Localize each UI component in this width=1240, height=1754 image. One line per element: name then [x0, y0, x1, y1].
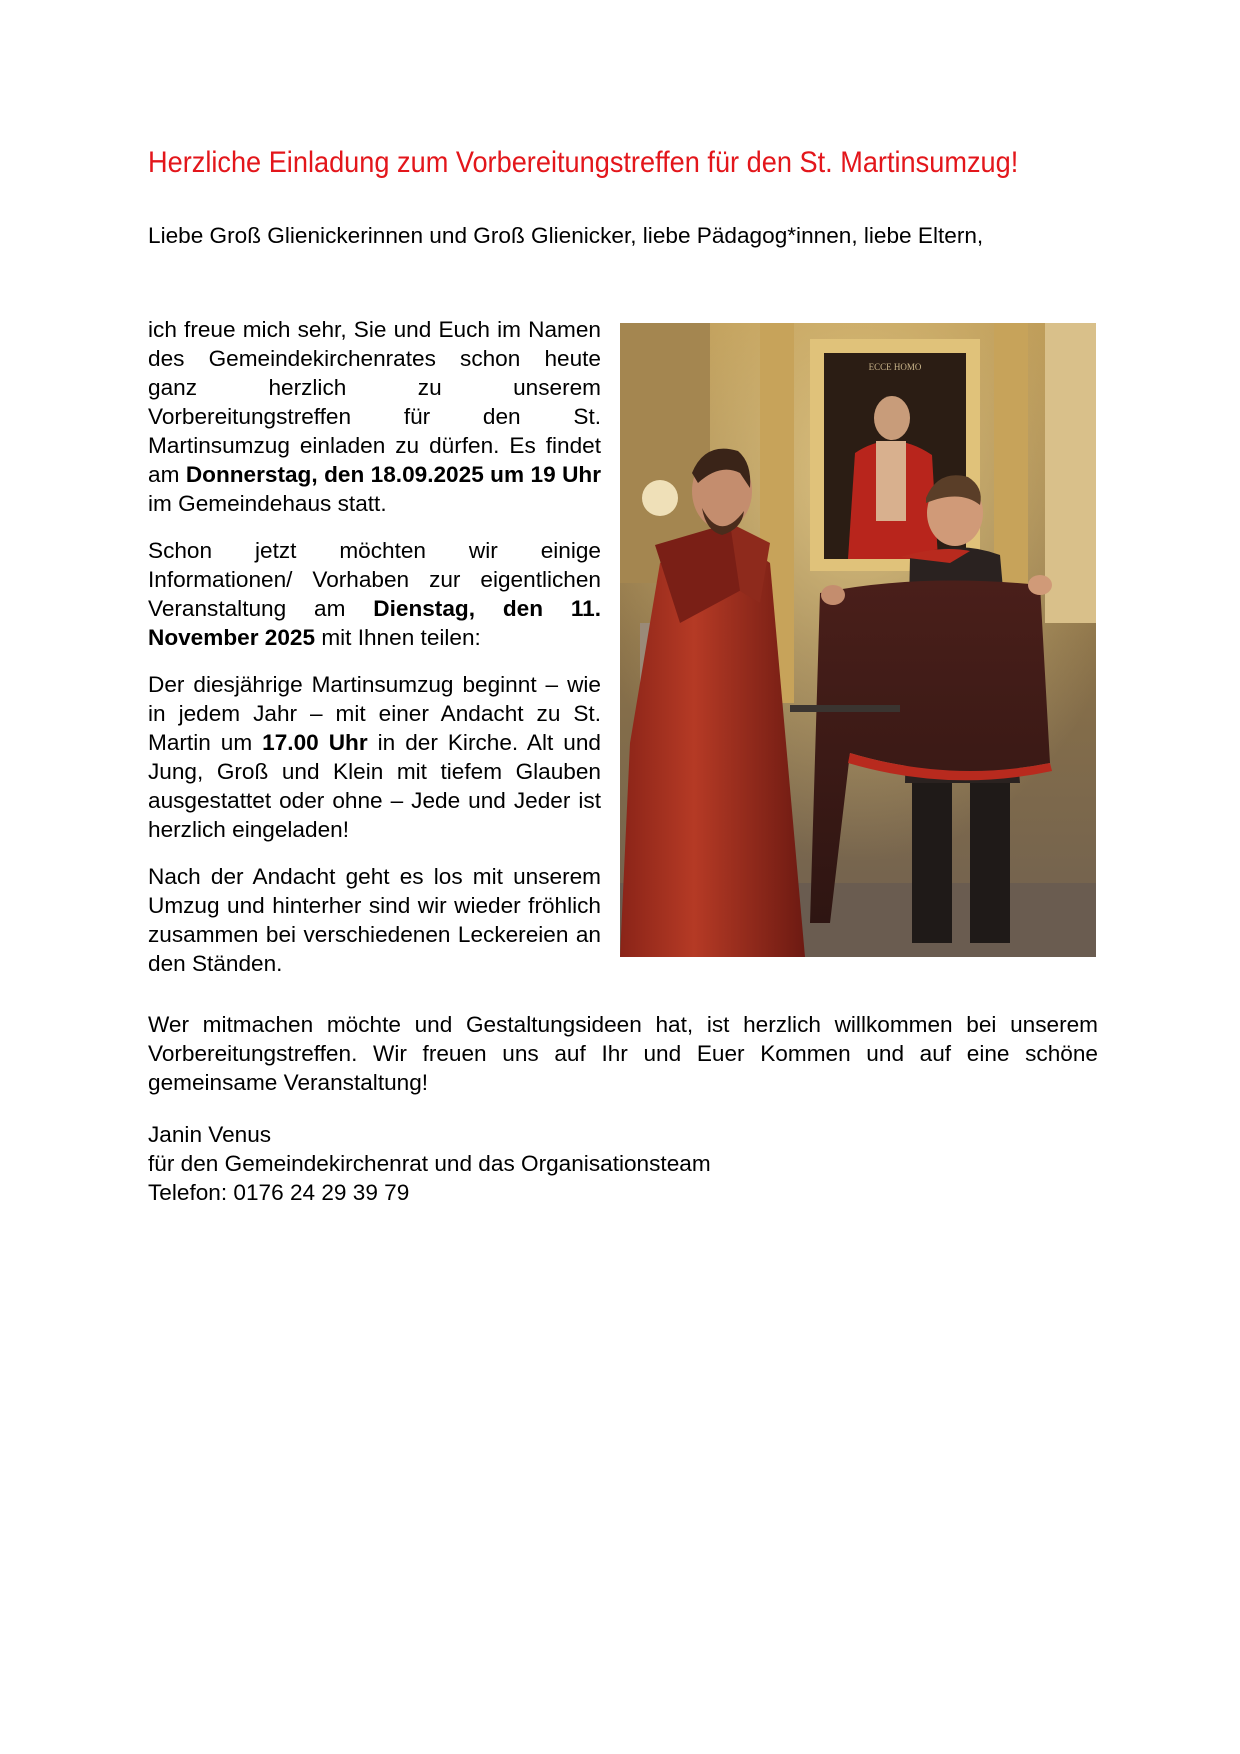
signature-block [148, 1120, 1098, 1207]
event-date: Dienstag, den 11. November 2025 [148, 596, 602, 650]
signature-role: für den Gemeindekirchenrat und das Organisationsteam [148, 1151, 711, 1176]
painting-caption: ECCE HOMO [868, 362, 922, 372]
signature-name: Janin Venus [148, 1122, 272, 1147]
greeting: Liebe Groß Glienickerinnen und Groß Glienicker, liebe Pädagog*innen, liebe Eltern, [148, 223, 984, 248]
signature-phone: Telefon: 0176 24 29 39 79 [148, 1180, 410, 1205]
meeting-date: Donnerstag, den 18.09.2025 um 19 Uhr [185, 462, 601, 487]
page-title: Herzliche Einladung zum Vorbereitungstreffen für den St. Martinsumzug! [148, 146, 1019, 179]
paragraph-invitation: ich freue mich sehr, Sie und Euch im Namen des Gemeindekirchenrates schon heute ganz herzlich zu unserem Vorbereitungstreffen für den St. Martinsumzug einladen zu dürfen. Es findet am Donnerstag, den 18.09.2025 um 19 Uhr im Gemeindehaus statt. [148, 317, 601, 516]
st-martin-photo [620, 323, 1096, 957]
service-time: 17.00 Uhr [262, 730, 368, 755]
paragraph-procession: Nach der Andacht geht es los mit unserem Umzug und hinterher sind wir wieder fröhlich zusammen bei verschiedenen Leckereien an den Ständen. [148, 864, 601, 976]
paragraph-participation: Wer mitmachen möchte und Gestaltungsideen hat, ist herzlich willkommen bei unserem Vorbereitungstreffen. Wir freuen uns auf Ihr und Euer Kommen und auf eine schöne gemeinsame Veranstaltung! [148, 1012, 1098, 1095]
paragraph-information: Schon jetzt möchten wir einige Informationen/ Vorhaben zur eigentlichen Veranstaltung am Dienstag, den 11. November 2025 mit Ihnen teilen: [148, 538, 602, 650]
left-column [148, 315, 601, 996]
closing-section [148, 1010, 1098, 1112]
paragraph-service: Der diesjährige Martinsumzug beginnt – wie in jedem Jahr – mit einer Andacht zu St. Martin um 17.00 Uhr in der Kirche. Alt und Jung, Groß und Klein mit tiefem Glauben ausgestattet oder ohne – Jede und Jeder ist herzlich eingeladen! [148, 672, 601, 842]
